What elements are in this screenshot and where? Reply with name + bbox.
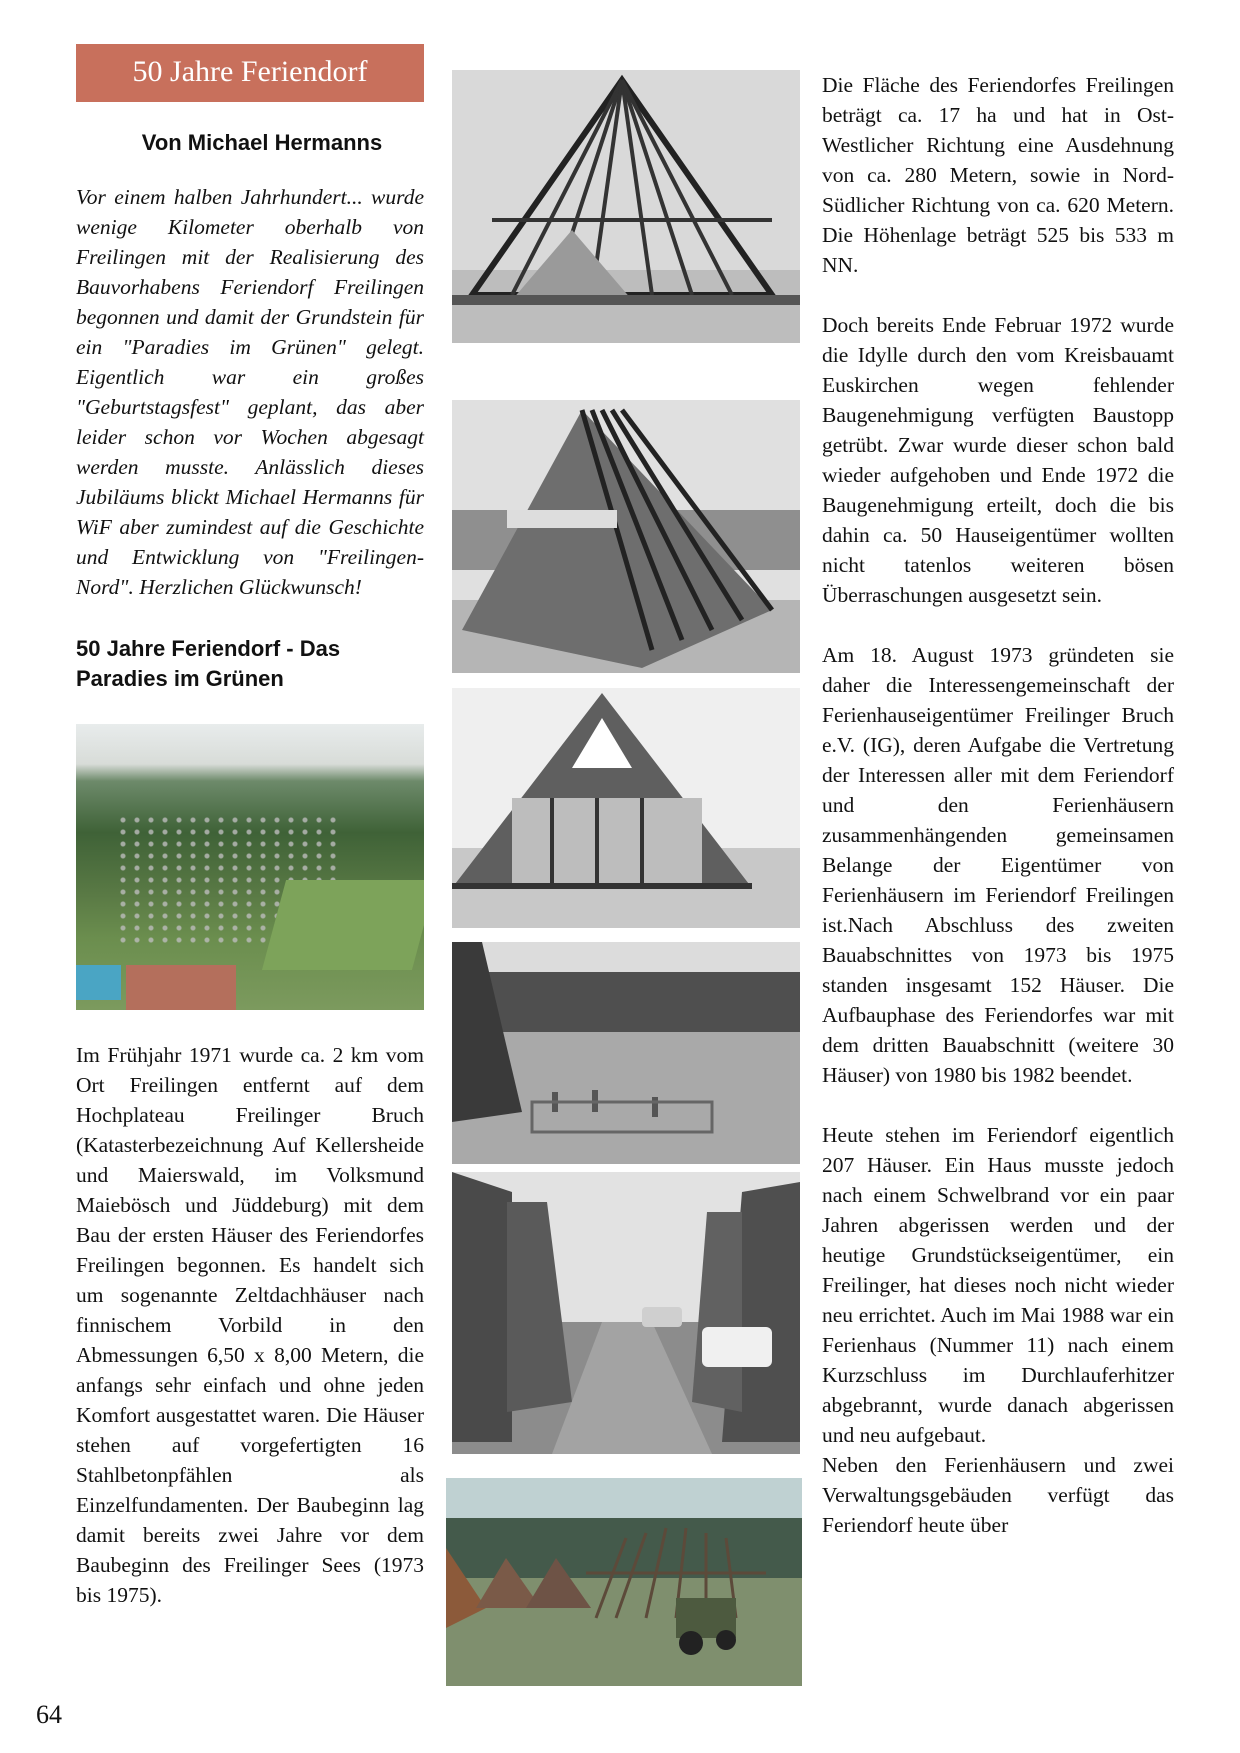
photo-frame-village-site	[452, 942, 800, 1164]
right-paragraph-ig: Am 18. August 1973 gründeten sie daher die Interessengemeinschaft der Ferienhauseigentümer Freilinger Bruch e.V. (IG), deren Aufgabe die Vertretung der Interessen aller mit dem Feriendorf und den Ferienhäusern zusammenhängenden gemeinsamen Belange der Eigentümer von Ferienhäusern im Feriendorf Freilingen ist.Nach Abschluss des zweiten Bauabschnittes von 1973 bis 1975 standen insgesamt 152 Häuser. Die Aufbauphase des Feriendorfes war mit dem dritten Bauabschnitt (weitere 30 Häuser) von 1980 bis 1982 beendet.	[822, 643, 1174, 1087]
right-paragraph-today: Heute stehen im Feriendorf eigentlich 207 Häuser. Ein Haus musste jedoch nach einem Schwelbrand vor ein paar Jahren abgerissen werden und der heutige Grundstückseigentümer, ein Freilinger, hat dieses noch nicht wieder neu errichtet. Auch im Mai 1988 war ein Ferienhaus (Nummer 11) nach einem Kurzschluss im Durchlauferhitzer abgebrannt, wurde danach abgerissen und neu aufgebaut.	[822, 1123, 1174, 1447]
photo-frame-color-construction	[446, 1478, 802, 1686]
left-body-paragraph: Im Frühjahr 1971 wurde ca. 2 km vom Ort Freilingen entfernt auf dem Hochplateau Freilinger Bruch (Katasterbezeichnung Auf Kellersheide und Maierswald, im Volksmund Maiebösch und Jüddeburg) mit dem Bau der ersten Häuser des Feriendorfes Freilingen begonnen. Es handelt sich um sogenannte Zeltdachhäuser nach finnischem Vorbild in den Abmessungen 6,50 x 8,00 Metern, die anfangs sehr einfach und ohne jeden Komfort ausgestattet waren. Die Häuser stehen auf vorgefertigten 16 Stahlbetonpfählen als Einzelfundamenten. Der Baubeginn lag damit bereits zwei Jahre vor dem Baubeginn des Freilinger Sees (1973 bis 1975).	[76, 1043, 424, 1607]
left-column	[76, 44, 424, 1610]
photo-frame-village-street	[452, 1172, 800, 1454]
right-paragraph-facilities: Neben den Ferienhäusern und zwei Verwaltungsgebäuden verfügt das Feriendorf heute über	[822, 1453, 1174, 1537]
aerial-photo	[76, 724, 424, 1010]
section-heading: 50 Jahre Feriendorf - Das Paradies im Grünen	[76, 636, 341, 691]
intro-paragraph: Vor einem halben Jahrhundert... wurde wenige Kilometer oberhalb von Freilingen mit der Realisierung des Bauvorhabens Feriendorf Freilingen begonnen und damit der Grundstein für ein "Paradies im Grünen" gelegt. Eigentlich war ein großes "Geburtstagsfest" geplant, das aber leider schon vor Wochen abgesagt werden musste. Anlässlich dieses Jubiläums blickt Michael Hermanns für WiF aber zumindest auf die Geschichte und Entwicklung von "Freilingen-Nord". Herzlichen Glückwunsch!	[76, 185, 424, 599]
photo-frame-construction-1	[452, 70, 800, 343]
author-line: Von Michael Hermanns	[141, 130, 383, 155]
aerial-pool	[76, 965, 121, 1000]
aerial-field	[262, 880, 424, 970]
right-column	[822, 70, 1174, 1540]
right-paragraph-baustopp: Doch bereits Ende Februar 1972 wurde die Idylle durch den vom Kreisbauamt Euskirchen wegen fehlender Baugenehmigung verfügten Baustopp getrübt. Zwar wurde dieser schon bald wieder aufgehoben und Ende 1972 die Baugenehmigung erteilt, doch die bis dahin ca. 50 Hauseigentümer wollten nicht tatenlos weiteren bösen Überraschungen ausgesetzt sein.	[822, 313, 1174, 607]
aerial-tennis-court	[126, 965, 236, 1010]
article-banner: 50 Jahre Feriendorf	[76, 44, 424, 102]
right-paragraph-area: Die Fläche des Feriendorfes Freilingen beträgt ca. 17 ha und hat in Ost-Westlicher Richtung eine Ausdehnung von ca. 280 Metern, sowie in Nord-Südlicher Richtung von ca. 620 Metern. Die Höhenlage beträgt 525 bis 533 m NN.	[822, 73, 1174, 277]
photo-frame-house-finished	[452, 688, 800, 928]
photo-frame-construction-2	[452, 400, 800, 673]
page-number: 64	[36, 1700, 62, 1729]
